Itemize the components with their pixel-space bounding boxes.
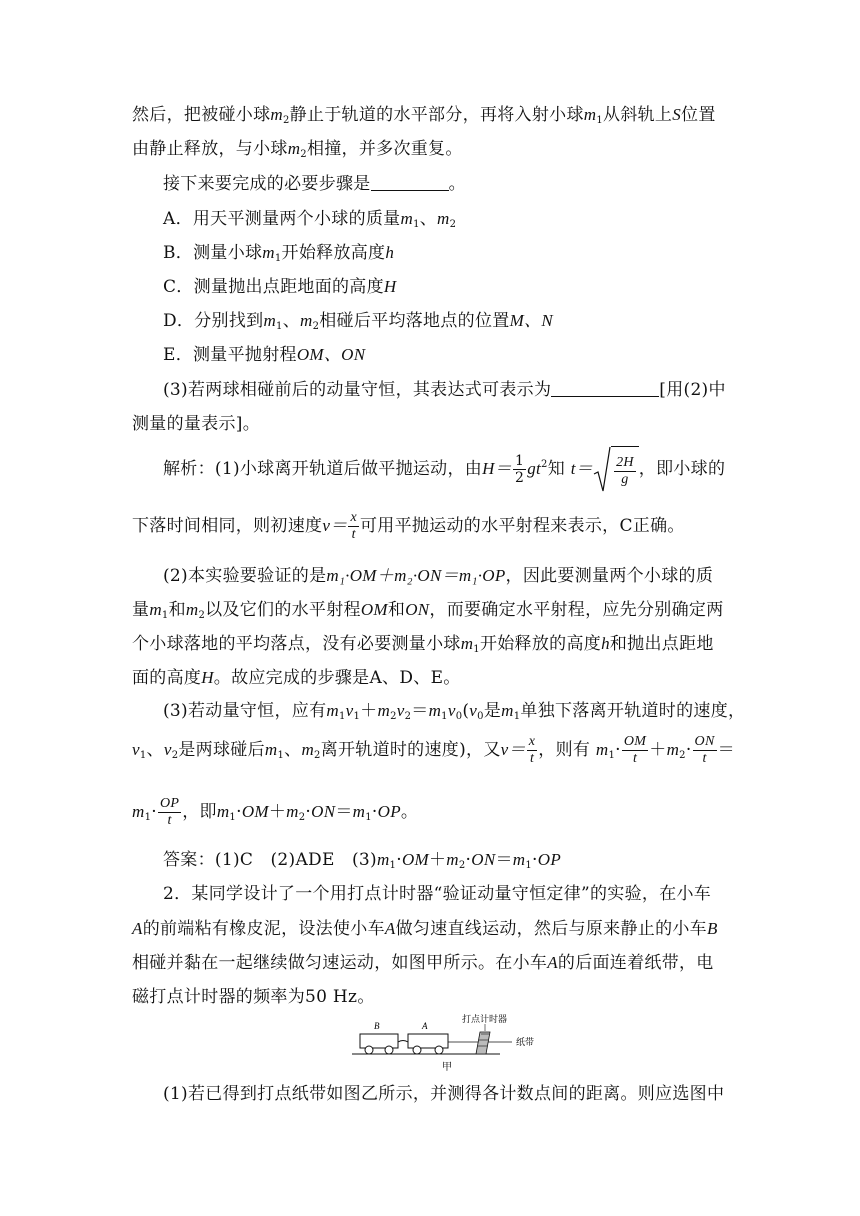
fraction: $\frac{ON}{t}$ [694,734,715,766]
cart-a-wheel [435,1046,443,1054]
fraction: $\frac{OP}{t}$ [159,796,180,828]
choice-d: D．分别找到$m_1$、$m_2$相碰后平均落地点的位置M、N [163,311,553,332]
choice-e: E．测量平抛射程OM、ON [163,345,366,365]
label-a: A [422,1021,428,1031]
paragraph-line: 由静止释放，与小球$m_2$相撞，并多次重复。 [132,139,463,160]
problem-2-line4: 磁打点计时器的频率为50 Hz。 [132,987,375,1007]
analysis-2-line3: 个小球落地的平均落点，没有必要测量小球$m_1$开始释放的高度h和抛出点距地 [132,634,714,655]
answer-line: 答案：(1)C (2)ADE $(3)m_1\cdot OM+m_2\cdot ON=m_1\cdot OP$ [163,850,562,871]
square-root: $\frac{2H}{g}$ [593,446,639,493]
timer-body [476,1032,490,1054]
problem-2-line3: 相碰并黏在一起继续做匀速运动，如图甲所示。在小车A的后面连着纸带，电 [132,953,714,973]
putty [398,1041,408,1043]
problem-2-sub1: (1)若已得到打点纸带如图乙所示，并测得各计数点间的距离。则应选图中 [163,1084,725,1104]
analysis-2-line4: 面的高度H。故应完成的步骤是A、D、E。 [132,668,461,688]
cart-b-wheel [365,1046,373,1054]
analysis-2-line2: 量$m_1$和$m_2$以及它们的水平射程OM和ON，而要确定水平射程，应先分别确定两 [132,600,724,621]
answer-blank [371,174,449,191]
question-stem: 接下来要完成的必要步骤是 。 [163,174,466,194]
choice-a: A．用天平测量两个小球的质量$m_1$、$m_2$ [163,209,457,230]
radical-sign [593,446,611,494]
tape-label: 纸带 [516,1038,535,1048]
label-b: B [374,1021,380,1031]
choice-c: C．测量抛出点距地面的高度H [163,277,397,297]
cart-collision-figure [350,1012,550,1074]
fraction: $\frac{x}{t}$ [528,734,536,766]
analysis-1-line2: 下落时间相同，则初速度v＝ $\frac{x}{t}$ 可用平抛运动的水平射程来表示，C正确。 [132,510,685,542]
timer-label: 打点计时器 [462,1015,508,1025]
analysis-1-line1: 解析：(1)小球离开轨道后做平抛运动，由H＝ $\frac{1}{2}$ $gt^2$知 t＝ $\frac{2H}{g}$ ，即小球的 [163,446,725,493]
cart-b-wheel [385,1046,393,1054]
answer-blank [551,380,659,397]
cart-a [408,1034,448,1048]
question-3: (3)若两球相碰前后的动量守恒，其表达式可表示为 [用(2)中 [163,380,726,400]
cart-b [360,1034,398,1048]
analysis-3-line1: (3)若动量守恒，应有$m_1v_1+m_2v_2=m_1v_0(v_0$是$m_1$单独下落离开轨道时的速度， [163,701,746,722]
problem-2-line2: A的前端粘有橡皮泥，设法使小车A做匀速直线运动，然后与原来静止的小车B [132,919,718,939]
analysis-2-line1: (2)本实验要验证的是m₁·OM＋m₂·ON＝m₁·OP，因此要测量两个小球的质 [163,566,714,586]
fraction: $\frac{x}{t}$ [350,510,357,542]
choice-b: B．测量小球$m_1$开始释放高度h [163,243,395,264]
cart-a-wheel [413,1046,421,1054]
question-3-line2: 测量的量表示]。 [132,414,261,434]
fraction: $\frac{OM}{t}$ [623,734,647,766]
analysis-3-line2: $v_1$、$v_2$是两球碰后$m_1$、$m_2$离开轨道时的速度)，又v＝ $\frac{x}{t}$ ，则有 $m_1\cdot$ $\frac{OM}{t}$ $+m_2\cdot$ $\frac{ON}{t}$ ＝ [132,734,735,766]
problem-2-line1: 2．某同学设计了一个用打点计时器“验证动量守恒定律”的实验，在小车 [163,884,712,904]
fraction: $\frac{1}{2}$ [514,453,525,486]
figure-caption: 甲 [442,1062,452,1073]
paragraph-line: 然后，把被碰小球$m_2$静止于轨道的水平部分，再将入射小球$m_1$从斜轨上S位置 [132,105,716,126]
analysis-3-line3: $m_1\cdot$ $\frac{OP}{t}$ ，即$m_1\cdot OM+m_2\cdot ON=m_1\cdot OP$。 [132,796,419,828]
